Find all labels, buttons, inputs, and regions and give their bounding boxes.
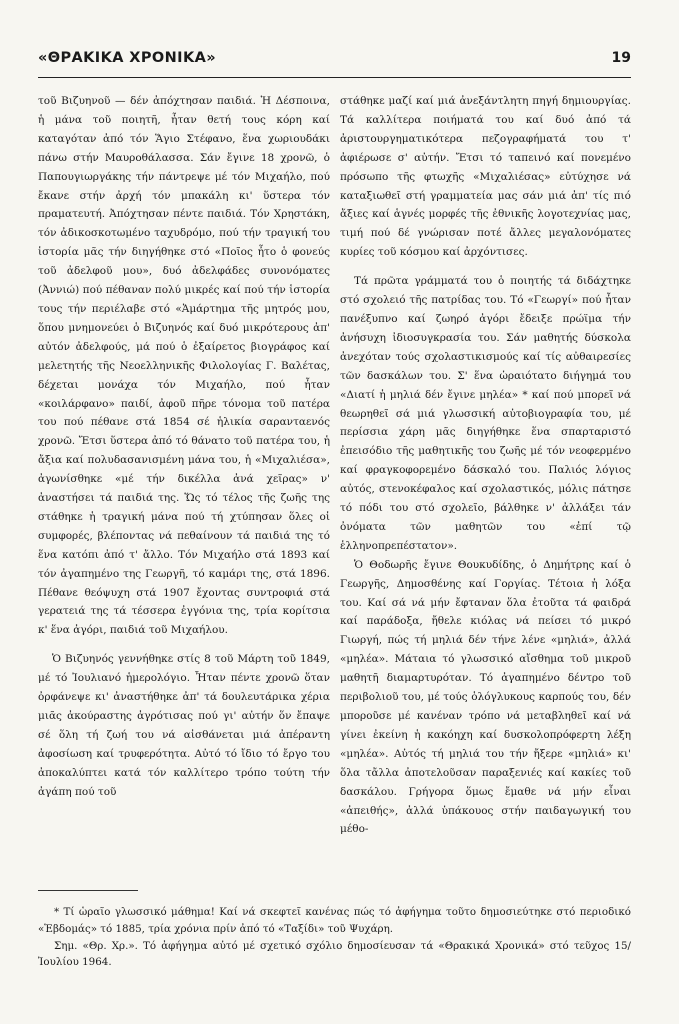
paragraph: τοῦ Βιζυηνοῦ — δέν ἀπόχτησαν παιδιά. Ἡ Δέσποινα, ἡ μάνα τοῦ ποιητῆ, ἦταν θετή τους κόρη καί καταγόταν ἀπό τόν Ἅγιο Στέφανο, ἕνα χωριουδάκι πάνω στήν Μαυροθάλασσα. Σάν ἔγινε 18 χρονῶ, ὁ Παπουγιωργάκης τήν πάντρεψε μέ τόν Μιχαήλο, πού ἔκανε στήν ἀρχή τόν μπακάλη κι' ὕστερα τόν πραματευτή. Ἀπόχτησαν πέντε παιδιά. Τόν Χρηστάκη, τόν ἀδικοσκοτωμένο ταχυδρόμο, πού τήν τραγική του ἱστορία μᾶς τήν διηγήθηκε στό «Ποῖος ἦτο ὁ φονεύς τοῦ ἀδελφοῦ μου», δυό ἀδελφάδες συνονόματες (Ἀννιώ) πού πέθαναν πολύ μικρές καί πού τήν ἱστορία τους τήν περιέλαβε στό «Ἁμάρτημα τῆς μητρός μου, ὅπου μνημονεύει ὁ Βιζυηνός καί δυό μικρότερους ἀπ' αὐτόν ἀδελφούς, μά πού ὁ ἐξαίρετος βιογράφος καί μελετητής τῆς Νεοελληνικῆς Φιλολογίας Γ. Βαλέτας, δέχεται μονάχα τόν Μιχαήλο, πού ἦταν «κοιλάρφανο» παιδί, ἀφοῦ πῆρε τόνομα τοῦ πατέρα του πού πέθανε στά 1854 σέ ἡλικία σαρανταενός χρονῶ. Ἔτσι ὕστερα ἀπό τό θάνατο τοῦ πατέρα του, ἡ ἄξια καί πολυδασανισμένη μάνα του, ἡ «Μιχαλιέσα», ἀγωνίσθηκε «μέ τήν δικέλλα ἀνά χεῖρας» ν' ἀναστήσει τά παιδιά της. Ὥς τό τέλος τῆς ζωῆς της στάθηκε ἡ τραγική μάνα πού τή χτύπησαν ὅλες οἱ συμφορές, βλέποντας νά πεθαίνουν τά παιδιά της τό ἕνα κατόπι ἀπό τ' ἄλλο. Τόν Μιχαήλο στά 1893 καί τόν ἀγαπημένο της Γεωργῆ, τό καμάρι της, στά 1896. Πέθανε θεόψυχη στά 1907 ἔχοντας συντροφιά στά γερατειά της τά τέσσερα ἐγγόνια της, τρία κορίτσια κ' ἕνα ἀγόρι, παιδιά τοῦ Μιχαήλου.	[38, 95, 330, 637]
footnotes	[38, 904, 631, 971]
footnote: * Τί ὡραῖο γλωσσικό μάθημα! Καί νά σκεφτεῖ κανένας πώς τό ἀφήγημα τοῦτο δημοσιεύτηκε στό περιοδικό «Ἑβδομάς» τό 1885, τρία χρόνια πρίν ἀπό τό «Ταξίδι» τοῦ Ψυχάρη.	[38, 906, 631, 935]
page-number: 19	[611, 50, 631, 66]
paragraph: Ὁ Βιζυηνός γεννήθηκε στίς 8 τοῦ Μάρτη τοῦ 1849, μέ τό Ἰουλιανό ἡμερολόγιο. Ἦταν πέντε χρονῶ ὅταν ὀρφάνεψε κι' ἀναστήθηκε ἀπ' τά δουλευτάρικα χέρια μιᾶς ἀκούραστης ἀγρότισας πού γι' αὐτήν ὅν ἔπαψε σέ ὅλη τή ζωή του νά αἰσθάνεται μιά ἀπέραντη ἀφοσίωση καί τρυφερότητα. Αὐτό τό ἴδιο τό ἔργο του ἀποκαλύπτει κατά τόν καλλίτερο τρόπο τούτη τήν ἀγάπη πού τοῦ	[38, 653, 330, 798]
footnote: Σημ. «Θρ. Χρ.». Τό ἀφήγημα αὐτό μέ σχετικό σχόλιο δημοσίευσαν τά «Θρακικά Χρονικά» στό τεῦχος 15/ Ἰουλίου 1964.	[38, 939, 631, 969]
journal-title: «ΘΡΑΚΙΚΑ ΧΡΟΝΙΚΑ»	[38, 50, 216, 66]
header-rule	[38, 77, 631, 78]
paragraph: στάθηκε μαζί καί μιά ἀνεξάντλητη πηγή δημιουργίας. Τά καλλίτερα ποιήματά του καί δυό ἀπό τά ἀριστουργηματικότερα πεζογραφήματά του τ' ἀφιέρωσε σ' αὐτήν. Ἔτσι τό ταπεινό καί πονεμένο πρόσωπο τῆς φτωχῆς «Μιχαλιέσας» εὐτύχησε νά καταξιωθεῖ στή γραμματεία μας σάν μιά ἀπ' τίς πιό ἄξιες καί ἁγνές μορφές τῆς ἐθνικῆς λογοτεχνίας μας, τιμή πού δέ γνώρισαν ποτέ ἄλλες μεγαλονόματες κυρίες τοῦ κόσμου καί ἀρχόντισες.	[340, 95, 631, 259]
paragraph: Ὁ Θοδωρῆς ἔγινε Θουκυδίδης, ὁ Δημήτρης καί ὁ Γεωργῆς, Δημοσθένης καί Γοργίας. Τέτοια ἡ λόξα του. Καί σά νά μήν ἔφταναν ὅλα ἐτοῦτα τά φαιδρά καί παράδοξα, ἤθελε κιόλας νά πείσει τό μικρό Γιωργή, πώς τή μηλιά δέν τήνε λένε «μηλιά», ἀλλά «μηλέα». Μάταια τό γλωσσικό αἴσθημα τοῦ μικροῦ μαθητῆ διαμαρτυρόταν. Τό ἀγαπημένο δέντρο τοῦ περιβολιοῦ του, μέ τούς ὁλόγλυκους καρπούς του, δέν μποροῦσε μέ κανέναν τρόπο νά μεταβληθεῖ καί νά γίνει ἐκείνη ἡ κακόηχη καί δυσκολοπρόφερτη λέξη «μηλέα». Αὐτός τή μηλιά του τήν ἤξερε «μηλιά» κι' ὅλα τἄλλα ἀποτελοῦσαν παραξενιές καί κακίες τοῦ δασκάλου. Γρήγορα ὅμως ἔμαθε νά μήν εἶναι «ἀπειθής», ἀλλά ὑπάκουος στήν παιδαγωγική του μέθο-	[340, 558, 631, 836]
paragraph: Τά πρῶτα γράμματά του ὁ ποιητής τά διδάχτηκε στό σχολειό τῆς πατρίδας του. Τό «Γεωργί» πού ἦταν πανέξυπνο καί ζωηρό ἀγόρι ἔδειξε πρώϊμα τήν ἀνήσυχη ἰδιοσυγκρασία του. Σάν μαθητής δύσκολα ἀνεχόταν τούς σχολαστικισμούς καί τίς αὐθαιρεσίες τῶν δασκάλων του. Σ' ἕνα ὡραιότατο διήγημά του «Διατί ἡ μηλιά δέν ἔγινε μηλέα» * καί πού μπορεῖ νά θεωρηθεῖ σά μιά γλωσσική αὐτοβιογραφία του, μέ περίσσια χάρη μᾶς διηγήθηκε ἕνα σπαρταριστό ἐπεισόδιο τῆς μαθητικῆς του ζωῆς μέ τόν νεοφερμένο καί φραγκοφορεμένο δάσκαλό του. Παλιός λόγιος αὐτός, στενοκέφαλος καί σχολαστικός, μόλις πάτησε τό πόδι του στό σχολεῖο, βάλθηκε ν' ἀλλάξει τάν ὀνόματα τῶν μαθητῶν του «ἐπί τῷ ἑλληνοπρεπέστατον».	[340, 275, 631, 552]
right-column	[340, 92, 631, 839]
footnote-rule	[38, 890, 138, 891]
left-column	[38, 92, 330, 802]
page-header	[38, 50, 631, 72]
